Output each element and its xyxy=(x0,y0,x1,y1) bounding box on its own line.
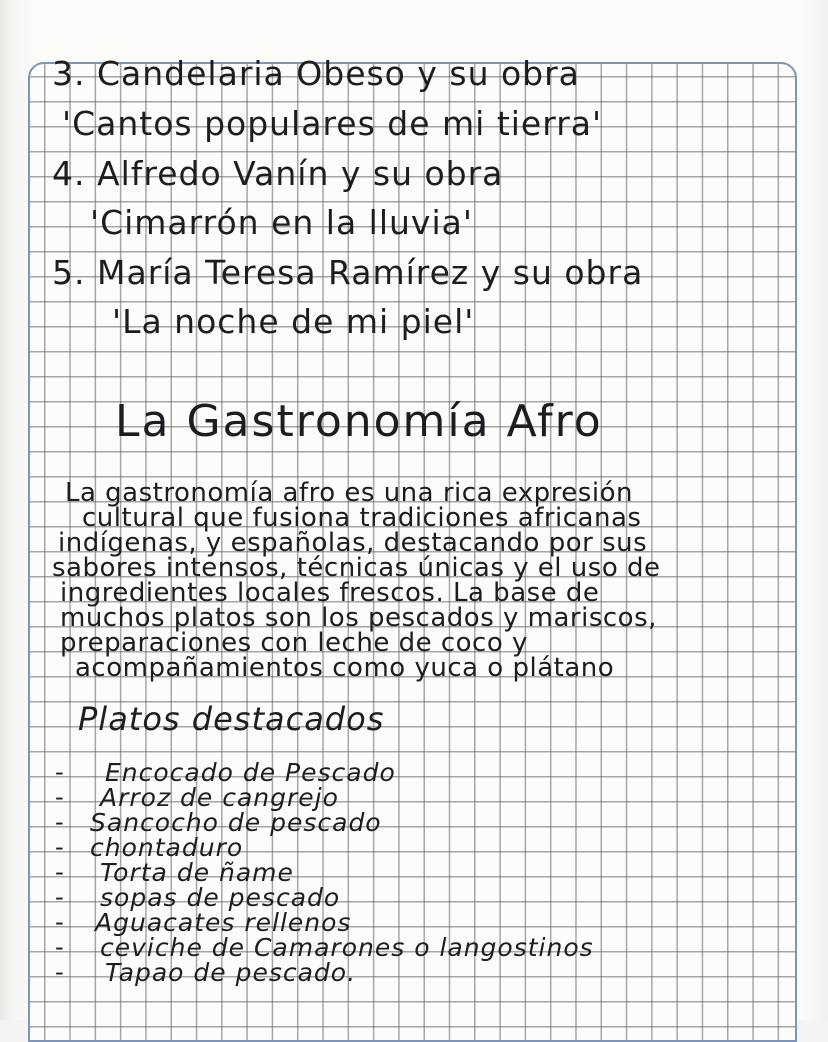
paragraph-line: La gastronomía afro es una rica expresión xyxy=(65,478,633,508)
list-item: chontaduro xyxy=(90,833,244,862)
list-item: Aguacates rellenos xyxy=(95,908,352,937)
bullet-dash: - xyxy=(55,783,64,811)
paragraph-line: muchos platos son los pescados y mariscos, xyxy=(60,603,657,633)
list-item: Torta de ñame xyxy=(100,858,294,887)
author-item-3-work: 'Cantos populares de mi tierra' xyxy=(62,104,603,143)
author-item-5-line1 xyxy=(52,253,643,292)
subtitle-platos-destacados: Platos destacados xyxy=(78,700,385,738)
list-item: Tapao de pescado. xyxy=(105,958,357,987)
section-title: La Gastronomía Afro xyxy=(115,396,603,447)
item-number: 4. xyxy=(52,154,86,193)
bullet-dash: - xyxy=(55,858,64,886)
bullet-dash: - xyxy=(55,808,64,836)
paragraph-line: acompañamientos como yuca o plátano xyxy=(75,653,615,683)
paragraph-line: indígenas, y españolas, destacando por sus xyxy=(58,528,648,558)
item-text: Alfredo Vanín y su obra xyxy=(97,154,504,193)
bullet-dash: - xyxy=(55,883,64,911)
author-item-3-line1 xyxy=(52,54,580,93)
paragraph-line: ingredientes locales frescos. La base de xyxy=(60,578,600,608)
item-number: 5. xyxy=(52,253,86,292)
item-number: 3. xyxy=(52,54,86,93)
list-item: Arroz de cangrejo xyxy=(100,783,339,812)
list-item: ceviche de Camarones o langostinos xyxy=(100,933,594,962)
item-text: Candelaria Obeso y su obra xyxy=(97,54,580,93)
author-item-4-line1 xyxy=(52,154,503,193)
paragraph-line: sabores intensos, técnicas únicas y el uso de xyxy=(52,553,661,583)
list-item: Encocado de Pescado xyxy=(105,758,396,787)
list-item: sopas de pescado xyxy=(100,883,341,912)
bullet-dash: - xyxy=(55,958,64,986)
bullet-dash: - xyxy=(55,758,64,786)
author-item-4-work: 'Cimarrón en la lluvia' xyxy=(90,203,473,242)
bullet-dash: - xyxy=(55,933,64,961)
paragraph-line: preparaciones con leche de coco y xyxy=(60,628,528,658)
bullet-dash: - xyxy=(55,833,64,861)
author-item-5-work: 'La noche de mi piel' xyxy=(112,302,475,341)
item-text: María Teresa Ramírez y su obra xyxy=(97,253,644,292)
list-item: Sancocho de pescado xyxy=(90,808,382,837)
paragraph-line: cultural que fusiona tradiciones africanas xyxy=(82,503,642,533)
bullet-dash: - xyxy=(55,908,64,936)
